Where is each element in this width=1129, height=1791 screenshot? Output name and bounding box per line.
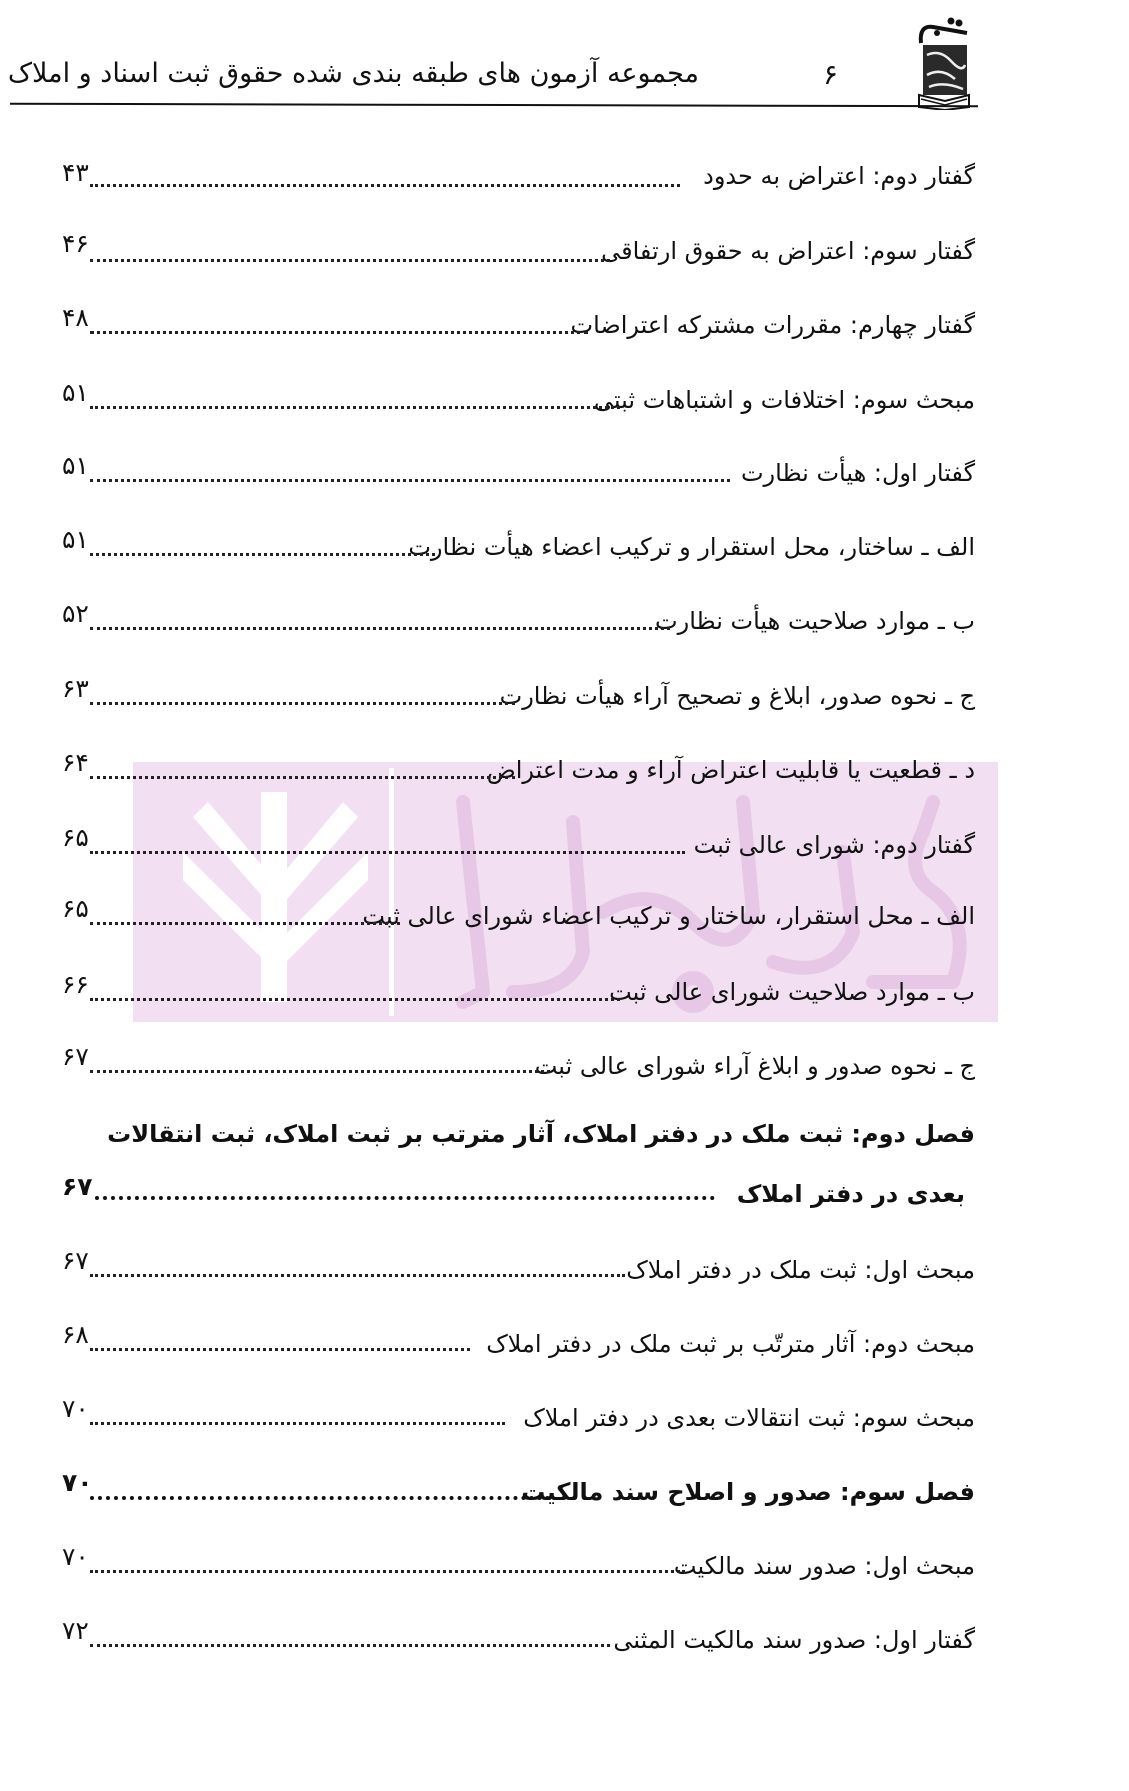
toc-entry-page: ۶۷	[62, 1246, 89, 1275]
toc-entry-title: ب ـ موارد صلاحیت شورای عالی ثبت	[609, 978, 975, 1006]
toc-entry-page: ۶۵	[62, 894, 89, 923]
dot-leader	[90, 1644, 610, 1647]
toc-entry-title: گفتار دوم: اعتراض به حدود	[703, 162, 975, 190]
toc-entry-page: ۴۳	[62, 158, 89, 187]
toc-entry[interactable]	[40, 305, 975, 345]
toc-entry[interactable]	[40, 676, 975, 716]
toc-entry[interactable]	[40, 601, 975, 641]
toc-entry-page: ۵۱	[62, 378, 89, 407]
page-number: ۶	[823, 58, 839, 91]
dot-leader	[90, 479, 730, 482]
toc-entry-title: فصل سوم: صدور و اصلاح سند مالکیت	[521, 1478, 975, 1506]
dot-leader	[90, 1496, 550, 1500]
toc-entry-page: ۶۳	[62, 674, 89, 703]
toc-entry-page: ۶۵	[62, 823, 89, 852]
running-header-title: مجموعه آزمون های طبقه بندی شده حقوق ثبت اسناد و املاک	[7, 58, 699, 89]
toc-entry[interactable]	[40, 823, 975, 863]
toc-entry-title-line2: بعدی در دفتر املاک	[736, 1180, 965, 1208]
dot-leader	[90, 259, 610, 262]
toc-entry-page: ۵۲	[62, 599, 89, 628]
toc-entry-title: گفتار دوم: شورای عالی ثبت	[693, 831, 975, 859]
toc-entry-page: ۵۱	[62, 525, 89, 554]
toc-entry-page: ۷۰	[62, 1542, 89, 1571]
toc-entry-title: الف ـ ساختار، محل استقرار و ترکیب اعضاء هیأت نظارت	[408, 533, 975, 561]
toc-entry-title: ج ـ نحوه صدور، ابلاغ و تصحیح آراء هیأت نظارت	[499, 682, 975, 710]
toc-entry-page: ۷۲	[62, 1616, 89, 1645]
toc-entry[interactable]	[40, 1616, 975, 1660]
toc-entry-title: الف ـ محل استقرار، ساختار و ترکیب اعضاء شورای عالی ثبت	[362, 902, 975, 930]
toc-entry-title: مبحث دوم: آثار مترتّب بر ثبت ملک در دفتر املاک	[486, 1330, 975, 1358]
toc-entry-title: فصل دوم: ثبت ملک در دفتر املاک، آثار مترتب بر ثبت املاک، ثبت انتقالات	[107, 1120, 975, 1148]
toc-entry[interactable]	[40, 453, 975, 493]
toc-entry-title: مبحث اول: صدور سند مالکیت	[673, 1552, 975, 1580]
toc-entry[interactable]	[40, 1542, 975, 1586]
toc-entry-page: ۶۴	[62, 748, 89, 777]
dot-leader	[90, 922, 400, 925]
toc-entry-title: مبحث سوم: اختلافات و اشتباهات ثبتی	[593, 386, 975, 414]
toc-entry[interactable]	[40, 527, 975, 567]
toc-entry-page: ۶۶	[62, 970, 89, 999]
toc-entry-title: گفتار چهارم: مقررات مشترکه اعتراضات	[570, 311, 975, 339]
toc-entry-page: ۷۰	[62, 1468, 93, 1497]
toc-entry-title: گفتار اول: هیأت نظارت	[740, 459, 975, 487]
toc-entry-title: ج ـ نحوه صدور و ابلاغ آراء شورای عالی ثبت	[534, 1052, 975, 1080]
dot-leader	[90, 702, 515, 705]
toc-entry[interactable]	[40, 158, 975, 198]
toc-entry-chapter[interactable]	[40, 1120, 975, 1230]
toc-entry[interactable]	[40, 972, 975, 1012]
toc-entry-title: مبحث سوم: ثبت انتقالات بعدی در دفتر املاک	[523, 1404, 975, 1432]
dot-leader	[90, 184, 680, 187]
toc-entry-title: گفتار سوم: اعتراض به حقوق ارتفاقی	[601, 237, 975, 265]
toc-entry[interactable]	[40, 1320, 975, 1364]
toc-entry-title: گفتار اول: صدور سند مالکیت المثنی	[613, 1626, 975, 1654]
toc-entry-title: مبحث اول: ثبت ملک در دفتر املاک	[626, 1256, 975, 1284]
toc-entry[interactable]	[40, 1042, 975, 1086]
toc-entry[interactable]	[40, 1246, 975, 1290]
toc-entry[interactable]	[40, 231, 975, 271]
dot-leader	[90, 553, 435, 556]
toc-entry-page: ۶۸	[62, 1320, 89, 1349]
toc-entry-page: ۷۰	[62, 1394, 89, 1423]
toc-entry-chapter[interactable]	[40, 1468, 975, 1512]
dot-leader	[90, 406, 620, 409]
toc-entry-page: ۵۱	[62, 451, 89, 480]
dot-leader	[90, 998, 620, 1001]
dot-leader	[90, 627, 670, 630]
dot-leader	[90, 776, 515, 779]
dot-leader	[90, 1070, 550, 1073]
dot-leader	[90, 331, 588, 334]
dot-leader	[90, 1274, 625, 1277]
toc-entry[interactable]	[40, 896, 975, 936]
toc-entry[interactable]	[40, 1394, 975, 1438]
dot-leader	[90, 1570, 685, 1573]
toc-entry-page: ۶۷	[62, 1042, 89, 1071]
toc-entry-page: ۶۷	[62, 1172, 93, 1201]
toc-entry[interactable]	[40, 750, 975, 790]
toc-entry-title: ب ـ موارد صلاحیت هیأت نظارت	[655, 607, 975, 635]
dot-leader	[95, 1196, 715, 1200]
toc-entry-page: ۴۸	[62, 303, 89, 332]
toc-entry[interactable]	[40, 380, 975, 420]
dot-leader	[90, 1348, 470, 1351]
toc-entry-page: ۴۶	[62, 229, 89, 258]
dot-leader	[90, 851, 685, 854]
toc-entry-title: د ـ قطعیت یا قابلیت اعتراض آراء و مدت اعتراض	[486, 756, 975, 784]
dot-leader	[90, 1422, 505, 1425]
